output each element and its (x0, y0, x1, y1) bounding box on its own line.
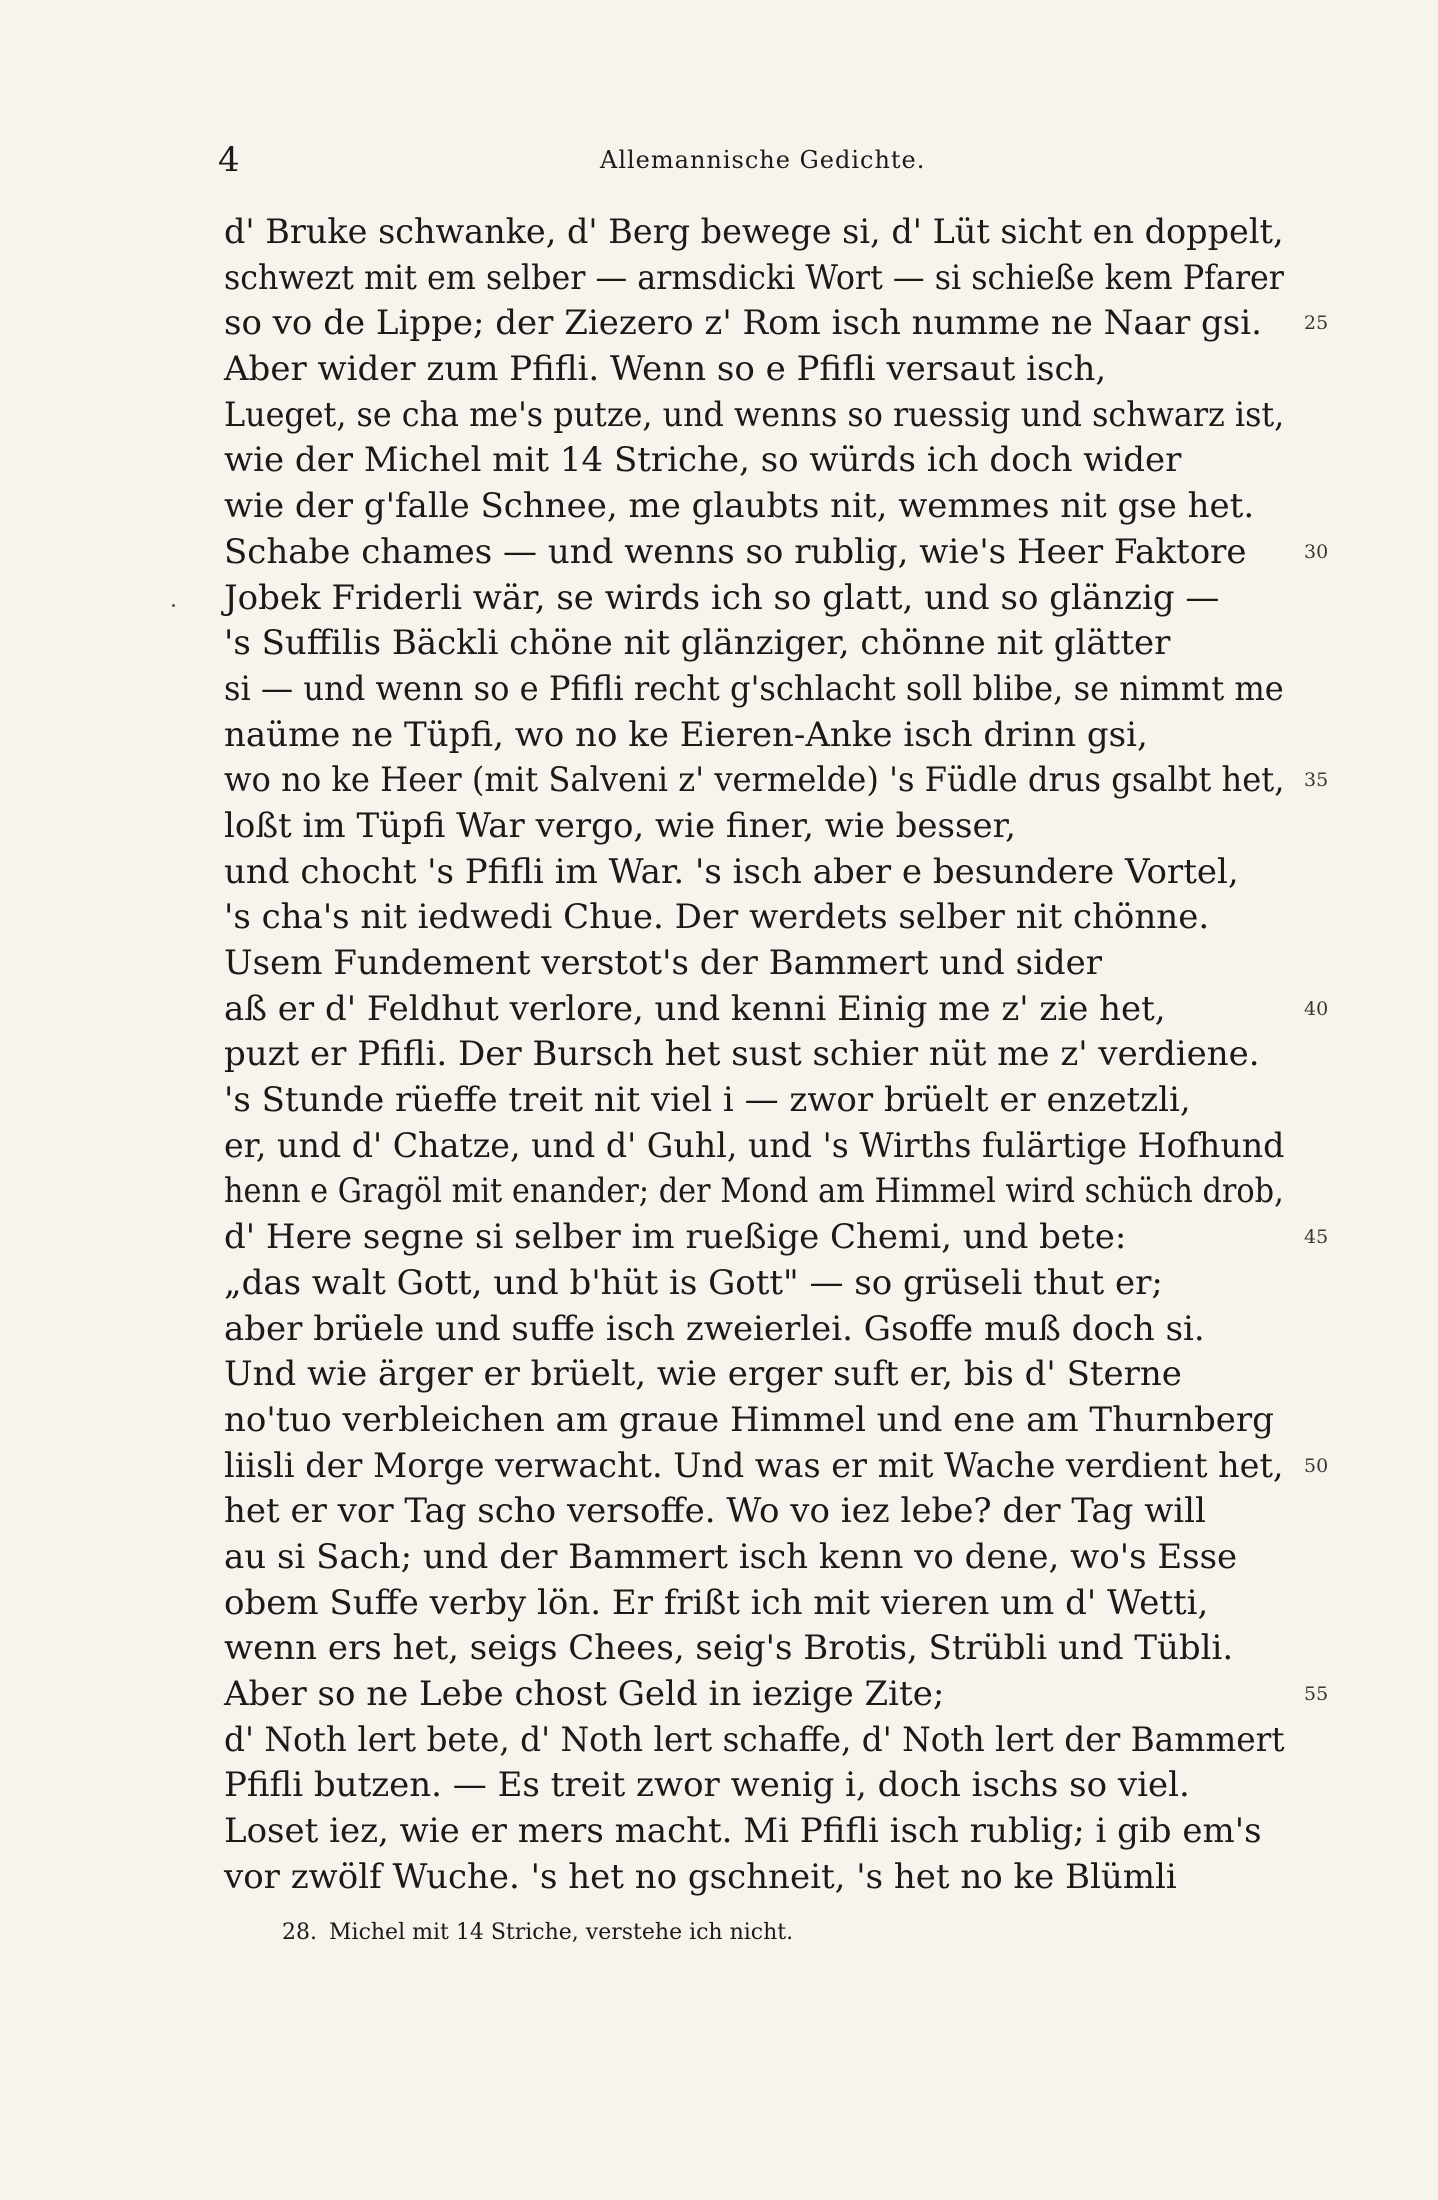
line-number: 40 (1304, 997, 1329, 1020)
footnote (282, 1918, 793, 1948)
verse-line (224, 1124, 1304, 1170)
verse-line-text: aß er d' Feldhut verlore, und kenni Einig me z' zie het, (224, 988, 1166, 1029)
verse-line (224, 1261, 1304, 1307)
verse-line (224, 1855, 1304, 1901)
verse-line-text: wo no ke Heer (mit Salveni z' vermelde) 's Füdle drus gsalbt het, (224, 760, 1285, 801)
verse-line-text: Pfifli butzen. — Es treit zwor wenig i, doch ischs so viel. (224, 1765, 1190, 1806)
verse-line-text: loßt im Tüpfi War vergo, wie finer, wie besser, (224, 805, 1016, 846)
verse-line-text: und chocht 's Pfifli im War. 's isch aber e besundere Vortel, (224, 851, 1239, 892)
verse-line (224, 210, 1304, 256)
verse-line-text: Loset iez, wie er mers macht. Mi Pfifli isch rublig; i gib em's (224, 1811, 1262, 1852)
verse-line-text: wie der g'falle Schnee, me glaubts nit, wemmes nit gse het. (224, 486, 1255, 527)
verse-line (224, 1032, 1304, 1078)
verse-line-text: Schabe chames — und wenns so rublig, wie's Heer Faktore (224, 531, 1247, 572)
footnote-text: Michel mit 14 Striche, verstehe ich nicht. (329, 1920, 794, 1945)
verse-line-text: 's cha's nit iedwedi Chue. Der werdets selber nit chönne. (224, 897, 1210, 938)
running-title: Allemannische Gedichte. (600, 146, 926, 174)
verse-line (224, 347, 1304, 393)
verse-line (224, 393, 1304, 439)
verse-line (224, 758, 1329, 804)
verse-line-text: 's Suffilis Bäckli chöne nit glänziger, chönne nit glätter (224, 623, 1171, 664)
verse-line-text: „das walt Gott, und b'hüt is Gott" — so grüseli thut er; (224, 1262, 1163, 1303)
verse-line (224, 256, 1304, 302)
verse-line (224, 1581, 1304, 1627)
verse-line (224, 1763, 1304, 1809)
verse-line-text: wenn ers het, seigs Chees, seig's Brotis, Strübli und Tübli. (224, 1628, 1234, 1669)
poem-text (224, 210, 1329, 1900)
verse-line-text: d' Bruke schwanke, d' Berg bewege si, d' Lüt sicht en doppelt, (224, 212, 1284, 252)
verse-line (224, 941, 1304, 987)
line-number: 30 (1304, 540, 1329, 563)
verse-line-text: d' Here segne si selber im rueßige Chemi, und bete: (224, 1217, 1127, 1258)
verse-line (224, 987, 1329, 1033)
verse-line-text: Lueget, se cha me's putze, und wenns so ruessig und schwarz ist, (224, 394, 1285, 435)
verse-line (224, 1626, 1304, 1672)
verse-line-text: Jobek Friderli wär, se wirds ich so glatt, und so glänzig — (224, 577, 1220, 618)
verse-line (224, 530, 1329, 576)
verse-line-text: naüme ne Tüpfi, wo no ke Eieren-Anke isch drinn gsi, (224, 714, 1148, 755)
verse-line-text: er, und d' Chatze, und d' Guhl, und 's Wirths fulärtige Hofhund (224, 1125, 1285, 1166)
verse-line-text: aber brüele und suffe isch zweierlei. Gsoffe muß doch si. (224, 1308, 1205, 1349)
verse-line-text: Aber so ne Lebe chost Geld in iezige Zite; (224, 1674, 945, 1714)
verse-line (224, 1444, 1329, 1490)
verse-line (224, 484, 1304, 530)
verse-line-text: obem Suffe verby lön. Er frißt ich mit vieren um d' Wetti, (224, 1582, 1209, 1623)
verse-line (224, 1535, 1304, 1581)
verse-line-text: vor zwölf Wuche. 's het no gschneit, 's het no ke Blümli (224, 1856, 1177, 1897)
verse-line-text: Und wie ärger er brüelt, wie erger suft er, bis d' Sterne (224, 1354, 1182, 1395)
verse-line (224, 1307, 1304, 1353)
verse-line (224, 1078, 1304, 1124)
verse-line-text: henn e Gragöl mit enander; der Mond am Himmel wird schüch drob, (224, 1171, 1284, 1212)
verse-line-text: so vo de Lippe; der Ziezero z' Rom isch numme ne Naar gsi. (224, 303, 1262, 344)
line-number: 55 (1304, 1683, 1329, 1705)
verse-line (224, 850, 1304, 896)
verse-line (224, 1169, 1304, 1215)
verse-line (224, 667, 1304, 713)
verse-line-text: d' Noth lert bete, d' Noth lert schaffe, d' Noth lert der Bammert (224, 1719, 1285, 1760)
verse-line (224, 621, 1304, 667)
verse-line (224, 1809, 1304, 1855)
line-number: 35 (1304, 769, 1329, 792)
verse-line (224, 1215, 1329, 1261)
verse-line-text: 's Stunde rüeffe treit nit viel i — zwor brüelt er enzetzli, (224, 1080, 1191, 1121)
verse-line (224, 301, 1329, 347)
verse-line (224, 576, 1304, 622)
verse-line (224, 438, 1304, 484)
line-number: 45 (1304, 1226, 1329, 1249)
verse-line (224, 804, 1304, 850)
verse-line (224, 713, 1304, 759)
footnote-number: 28. (282, 1920, 317, 1945)
verse-line-text: schwezt mit em selber — armsdicki Wort — si schieße kem Pfarer (224, 257, 1284, 298)
verse-line-text: liisli der Morge verwacht. Und was er mit Wache verdient het, (224, 1445, 1284, 1486)
verse-line (224, 1489, 1304, 1535)
verse-line-text: no'tuo verbleichen am graue Himmel und ene am Thurnberg (224, 1399, 1274, 1440)
verse-line-text: si — und wenn so e Pfifli recht g'schlacht soll blibe, se nimmt me (224, 668, 1284, 709)
verse-line (224, 1352, 1304, 1398)
verse-line-text: Usem Fundement verstot's der Bammert und sider (224, 943, 1103, 983)
verse-line-text: het er vor Tag scho versoffe. Wo vo iez lebe? der Tag will (224, 1491, 1206, 1532)
page-number: 4 (218, 140, 240, 180)
margin-dot (172, 604, 175, 607)
line-number: 25 (1304, 312, 1329, 335)
verse-line (224, 1718, 1304, 1764)
verse-line-text: wie der Michel mit 14 Striche, so würds ich doch wider (224, 440, 1182, 481)
verse-line-text: puzt er Pfifli. Der Bursch het sust schier nüt me z' verdiene. (224, 1034, 1260, 1075)
verse-line-text: Aber wider zum Pfifli. Wenn so e Pfifli versaut isch, (224, 349, 1107, 390)
verse-line (224, 1398, 1304, 1444)
verse-line (224, 1672, 1329, 1718)
verse-line (224, 895, 1304, 941)
line-number: 50 (1304, 1454, 1329, 1477)
verse-line-text: au si Sach; und der Bammert isch kenn vo dene, wo's Esse (224, 1536, 1238, 1577)
